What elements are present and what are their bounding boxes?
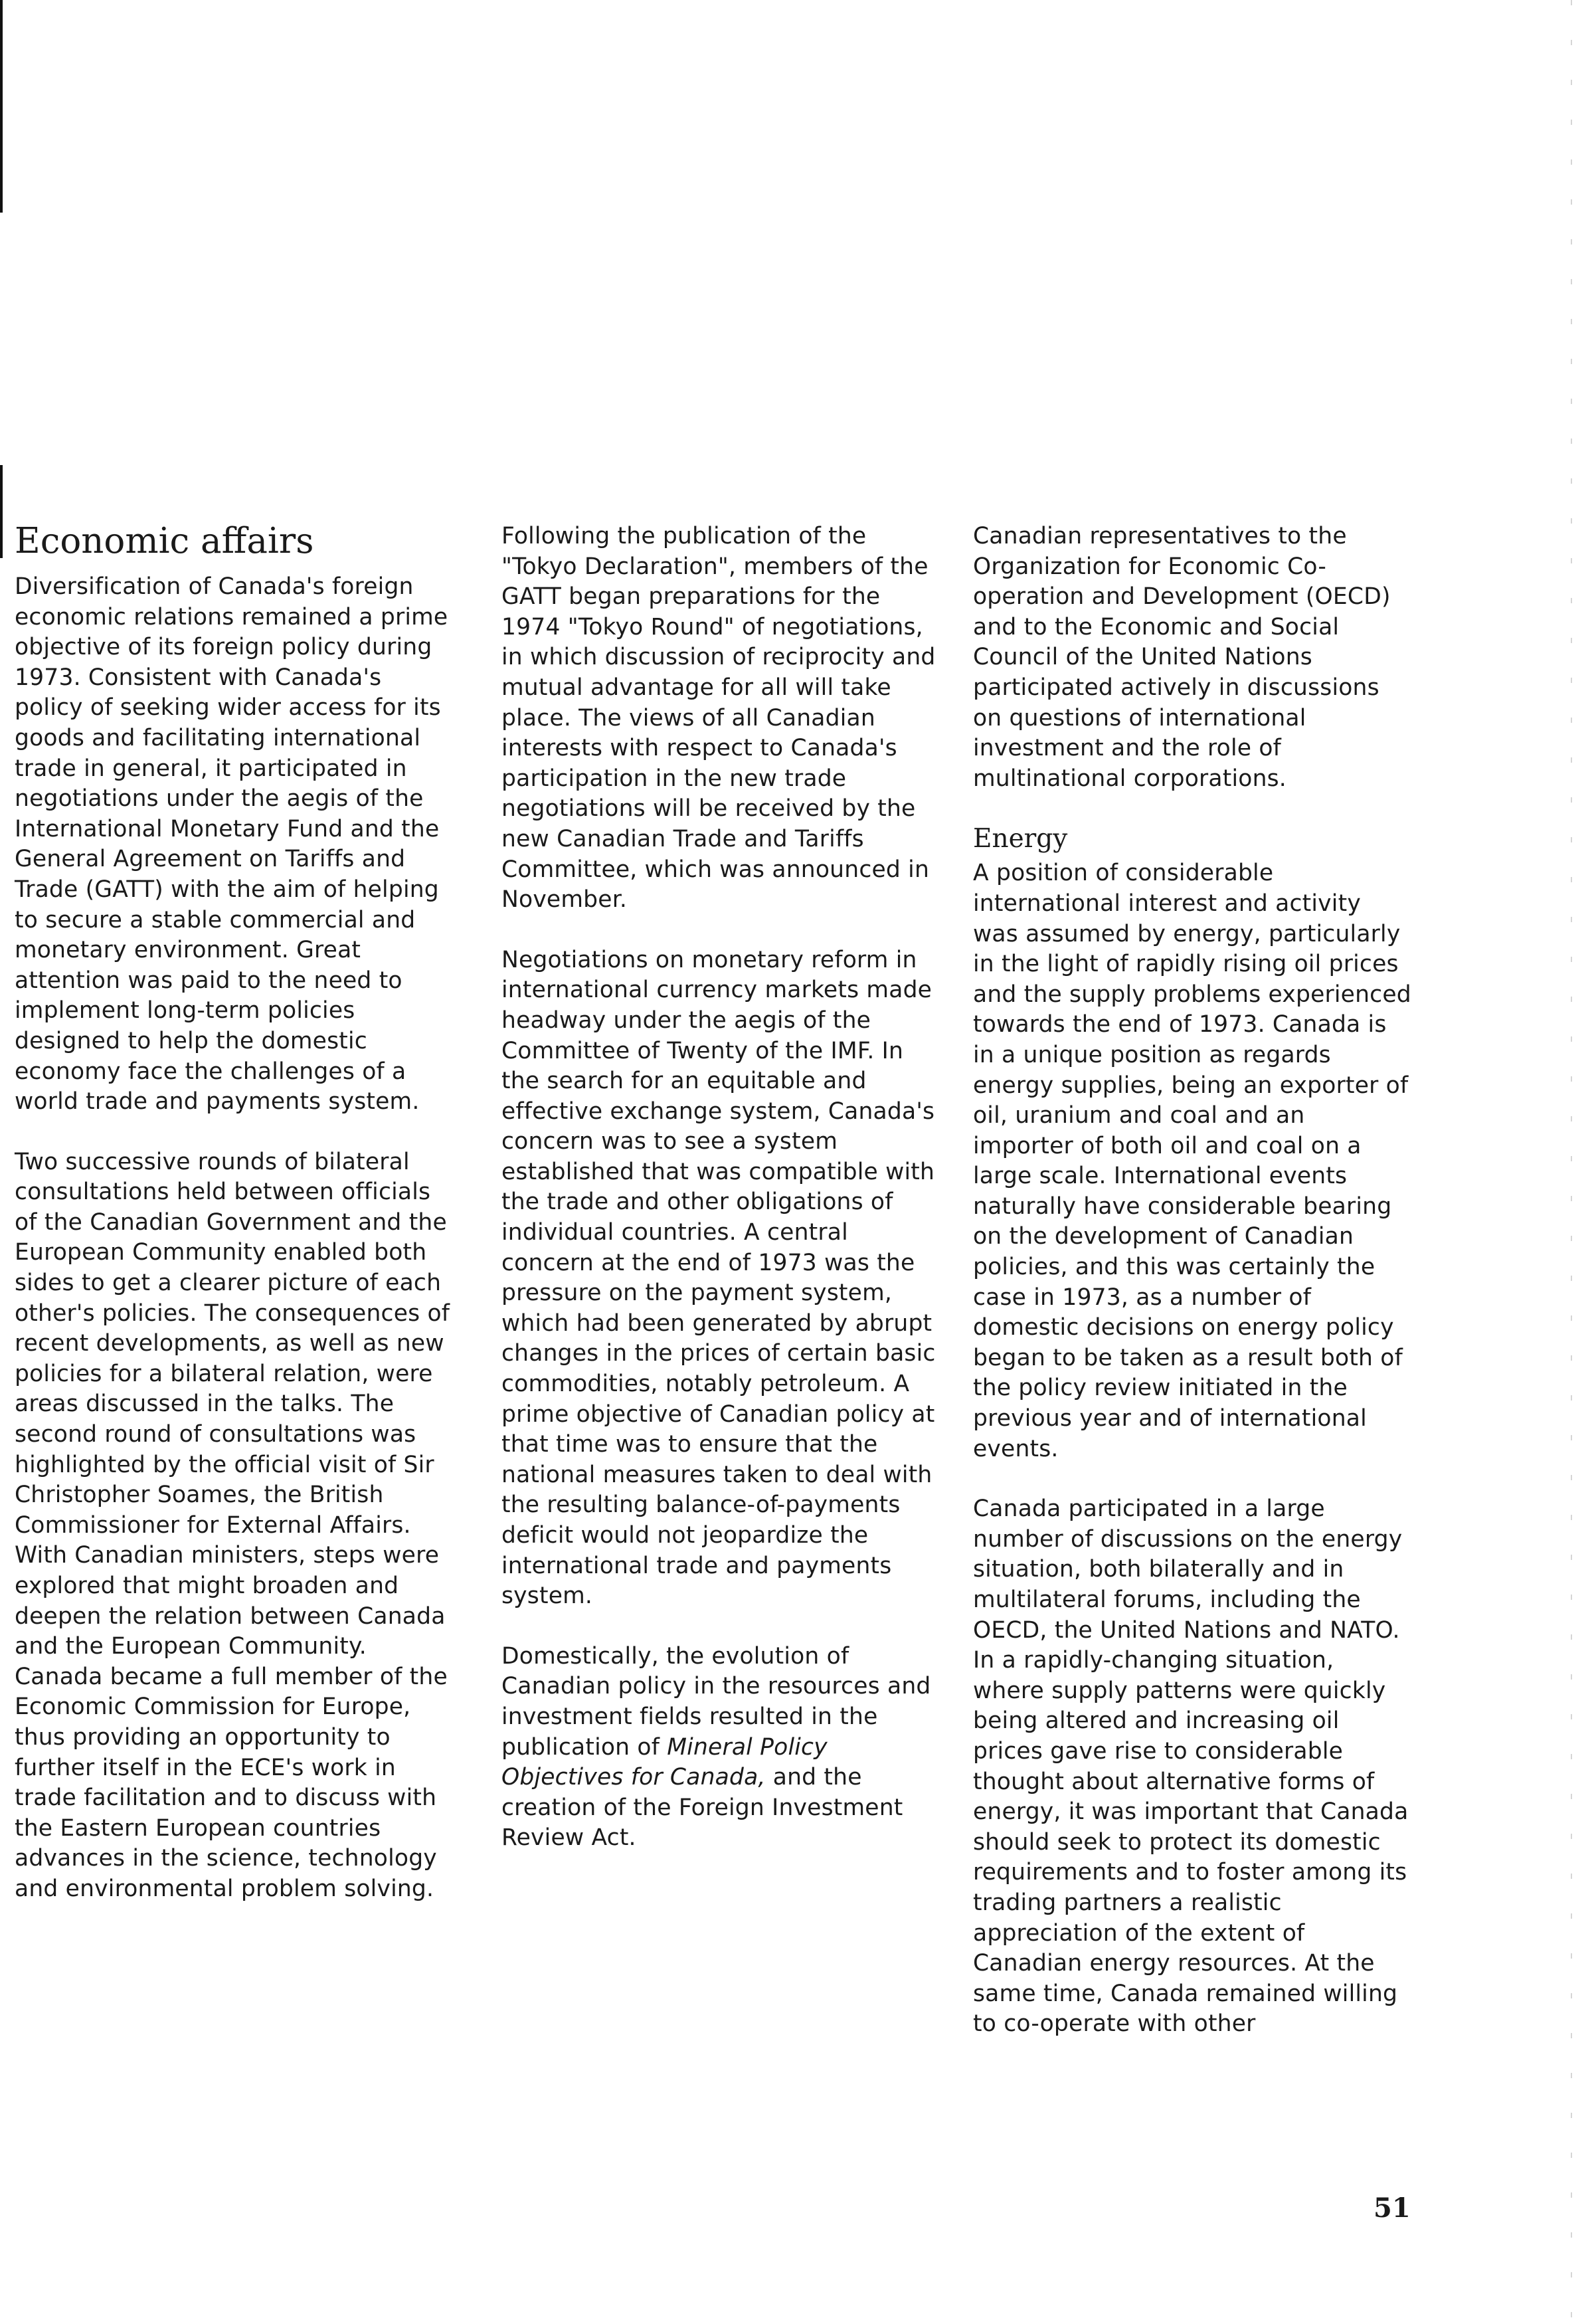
paragraph-text: Domestically, the evolution of Canadian policy in the resources and investment fields resulted in the publication of (501, 1642, 931, 1761)
paragraph: Following the publication of the "Tokyo Declaration", members of the GATT began preparations for the 1974 "Tokyo Round" of negotiations, in which discussion of reciprocity and mutual advantage for all will take place. The views of all Canadian interests with respect to Canada's participation in the new trade negotiations will be received by the new Canadian Trade and Tariffs Committee, which was announced in November. (501, 523, 936, 914)
column-1 (15, 522, 453, 1935)
column-2 (501, 522, 940, 1884)
paragraph: A position of considerable international interest and activity was assumed by energy, particularly in the light of rapidly rising oil prices and the supply problems experienced towards the end of 1973. Canada is in a unique position as regards energy supplies, being an exporter of oil, uranium and coal and an importer of both oil and coal on a large scale. International events naturally have considerable bearing on the development of Canadian policies, and this was certainly the case in 1973, as a number of domestic decisions on energy policy began to be taken as a result both of the policy review initiated in the previous year and of international events. (973, 860, 1411, 1462)
publication-title: Mineral Policy Objectives for Canada, (501, 1733, 828, 1791)
paragraph: Negotiations on monetary reform in international currency markets made headway under the aegis of the Committee of Twenty of the IMF. In the search for an equitable and effective exchange system, Canada's concern was to see a system established that was compatible with the trade and other obligations of individual countries. A central concern at the end of 1973 was the pressure on the payment system, which had been generated by abrupt changes in the prices of certain basic commodities, notably petroleum. A prime objective of Canadian policy at that time was to ensure that the national measures taken to deal with the resulting balance-of-payments deficit would not jeopardize the international trade and payments system. (501, 946, 936, 1610)
scan-edge-noise (1571, 0, 1572, 2322)
paragraph: Diversification of Canada's foreign economic relations remained a prime objective of its foreign policy during 1973. Consistent with Canada's policy of seeking wider access for its goods and facilitating international trade in general, it participated in negotiations under the aegis of the International Monetary Fund and the General Agreement on Tariffs and Trade (GATT) with the aim of helping to secure a stable commercial and monetary environment. Great attention was paid to the need to implement long-term policies designed to help the domestic economy face the challenges of a world trade and payments system. (15, 573, 448, 1115)
subsection-title: Energy (973, 824, 1068, 854)
paragraph: Canada participated in a large number of discussions on the energy situation, both bilaterally and in multilateral forums, including the OECD, the United Nations and NATO. In a rapidly-changing situation, where supply patterns were quickly being altered and increasing oil prices gave rise to considerable thought about alternative forms of energy, it was important that Canada should seek to protect its domestic requirements and to foster among its trading partners a realistic appreciation of the extent of Canadian energy resources. At the same time, Canada remained willing to co-operate with other (973, 1496, 1409, 2038)
paragraph: Canadian representatives to the Organization for Economic Co-operation and Development (OECD) and to the Economic and Social Council of the United Nations participated actively in discussions on questions of international investment and the role of multinational corporations. (973, 523, 1391, 792)
scan-edge-mark-lower (0, 465, 3, 558)
section-title: Economic affairs (15, 521, 314, 561)
paragraph (501, 1642, 940, 1854)
page-number: 51 (1374, 2192, 1411, 2224)
column-3 (973, 522, 1411, 2070)
paragraph: Two successive rounds of bilateral consultations held between officials of the Canadian Government and the European Community enabled both sides to get a clearer picture of each other's policies. The consequences of recent developments, as well as new policies for a bilateral relation, were areas discussed in the talks. The second round of consultations was highlighted by the official visit of Sir Christopher Soames, the British Commissioner for External Affairs. With Canadian ministers, steps were explored that might broaden and deepen the relation between Canada and the European Community. Canada became a full member of the Economic Commission for Europe, thus providing an opportunity to further itself in the ECE's work in trade facilitation and to discuss with the Eastern European countries advances in the science, technology and environmental problem solving. (15, 1148, 450, 1902)
scan-edge-mark (0, 0, 3, 213)
paragraph-text: and the creation of the Foreign Investment Review Act. (501, 1764, 903, 1852)
